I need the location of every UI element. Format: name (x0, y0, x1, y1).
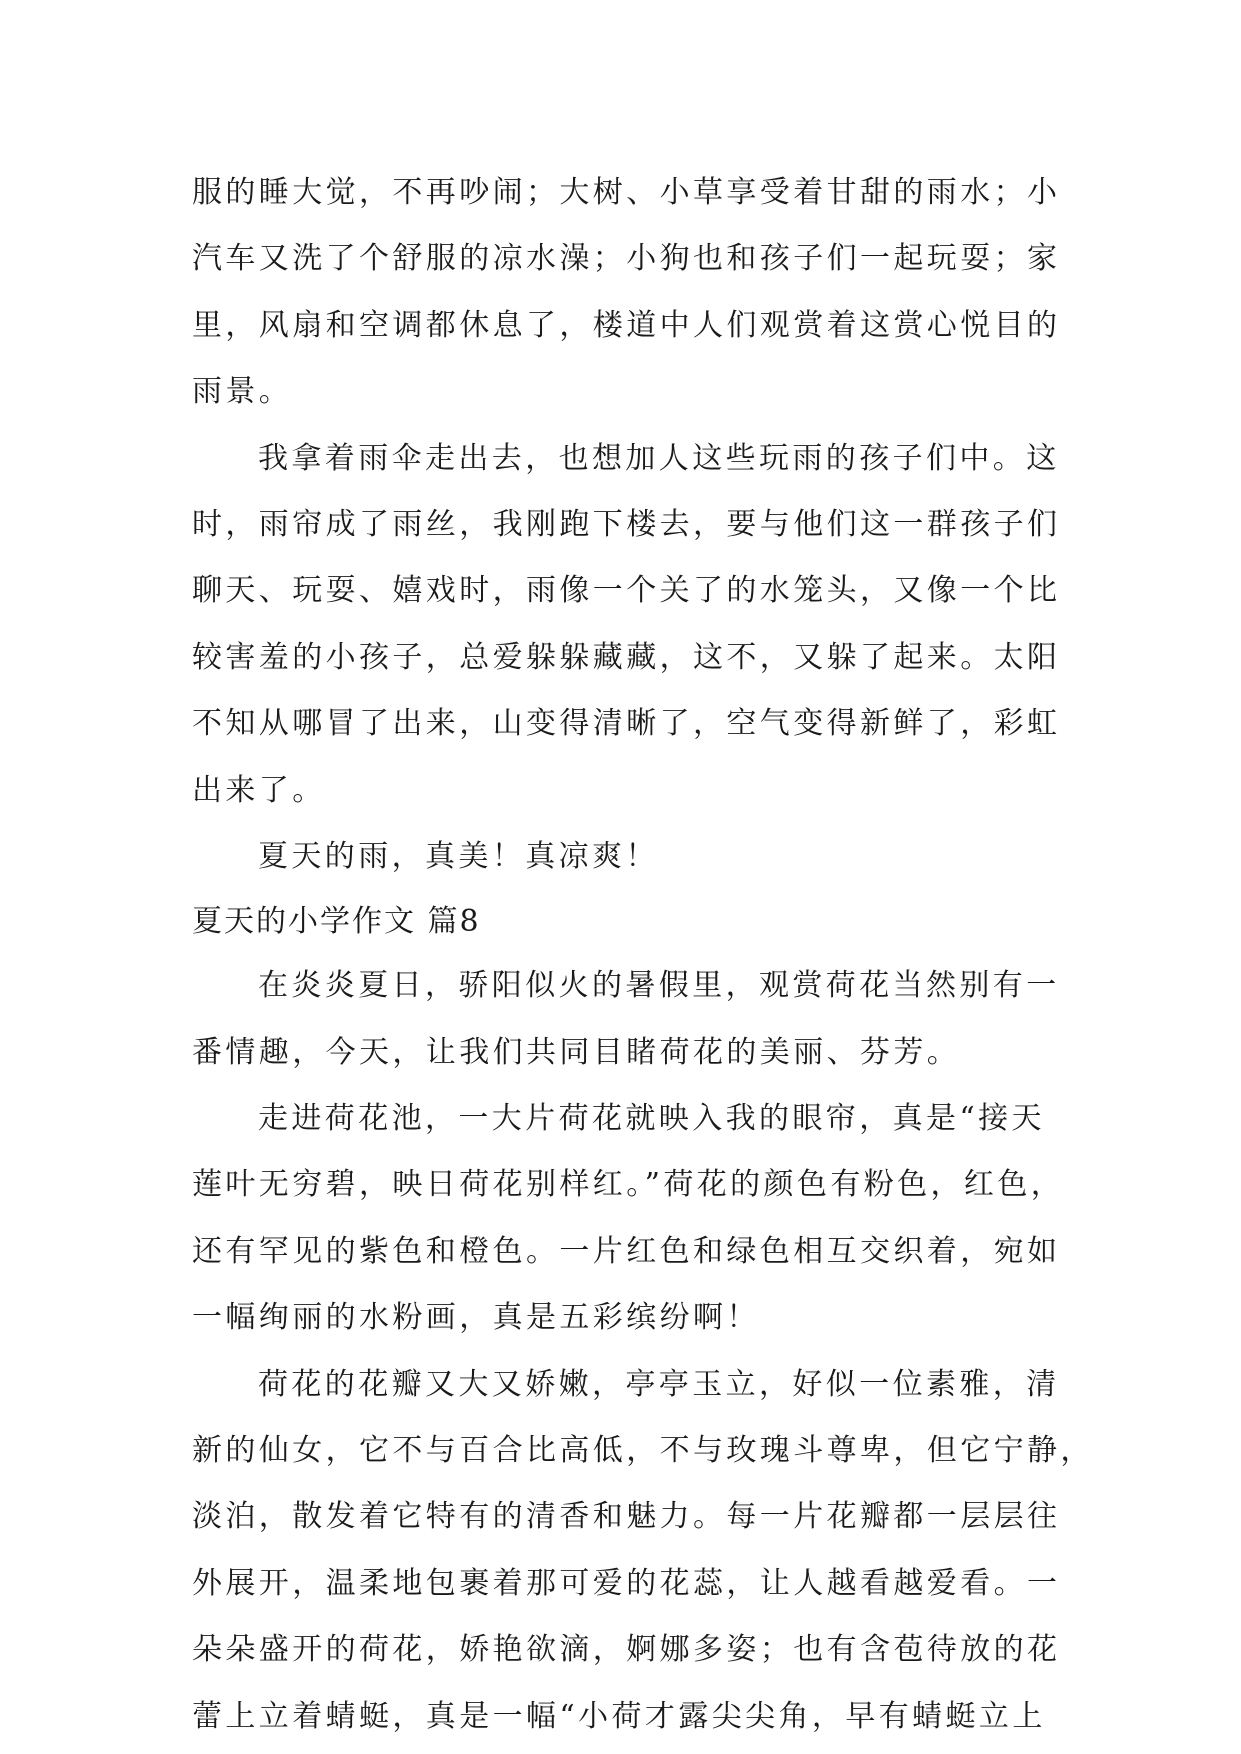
text-line: 新的仙女，它不与百合比高低，不与玫瑰斗尊卑，但它宁静， (192, 1433, 1094, 1469)
text-line: 服的睡大觉，不再吵闹；大树、小草享受着甘甜的雨水；小 (192, 175, 1061, 210)
text-line: 朵朵盛开的荷花，娇艳欲滴，婀娜多姿；也有含苞待放的花 (192, 1632, 1061, 1668)
text-line: 里，风扇和空调都休息了，楼道中人们观赏着这赏心悦目的 (192, 307, 1061, 343)
paragraph-first-line: 夏天的雨，真美！真凉爽！ (258, 838, 659, 874)
paragraph-first-line: 我拿着雨伞走出去，也想加人这些玩雨的孩子们中。这 (258, 440, 1060, 476)
document-page (192, 160, 1094, 1750)
text-line: 较害羞的小孩子，总爱躲躲藏藏，这不，又躲了起来。太阳 (192, 639, 1061, 675)
text-line: 番情趣，今天，让我们共同目睹荷花的美丽、芬芳。 (192, 1034, 961, 1070)
text-line: 时，雨帘成了雨丝，我刚跑下楼去，要与他们这一群孩子们 (192, 506, 1061, 542)
text-line: 出来了。 (192, 772, 326, 808)
text-line: 聊天、玩耍、嬉戏时，雨像一个关了的水笼头，又像一个比 (192, 573, 1061, 609)
text-line: 蕾上立着蜻蜓，真是一幅“小荷才露尖尖角，早有蜻蜓立上 (192, 1698, 1046, 1734)
paragraph-first-line: 在炎炎夏日，骄阳似火的暑假里，观赏荷花当然别有一 (258, 968, 1060, 1004)
text-line: 淡泊，散发着它特有的清香和魅力。每一片花瓣都一层层往 (192, 1499, 1061, 1535)
text-line: 一幅绚丽的水粉画，真是五彩缤纷啊！ (192, 1300, 760, 1336)
paragraph-first-line: 走进荷花池，一大片荷花就映入我的眼帘，真是“接天 (258, 1101, 1045, 1137)
text-line: 不知从哪冒了出来，山变得清晰了，空气变得新鲜了，彩虹 (192, 706, 1061, 742)
text-line: 雨景。 (192, 374, 293, 410)
text-line: 外展开，温柔地包裹着那可爱的花蕊，让人越看越爱看。一 (192, 1565, 1061, 1601)
section-heading: 夏天的小学作文 篇8 (192, 904, 481, 940)
text-line: 还有罕见的紫色和橙色。一片红色和绿色相互交织着，宛如 (192, 1233, 1061, 1269)
text-line: 汽车又洗了个舒服的凉水澡；小狗也和孩子们一起玩耍；家 (192, 241, 1061, 277)
text-line: 莲叶无穷碧，映日荷花别样红。”荷花的颜色有粉色，红色， (192, 1167, 1065, 1203)
paragraph-first-line: 荷花的花瓣又大又娇嫩，亭亭玉立，好似一位素雅，清 (258, 1366, 1060, 1402)
